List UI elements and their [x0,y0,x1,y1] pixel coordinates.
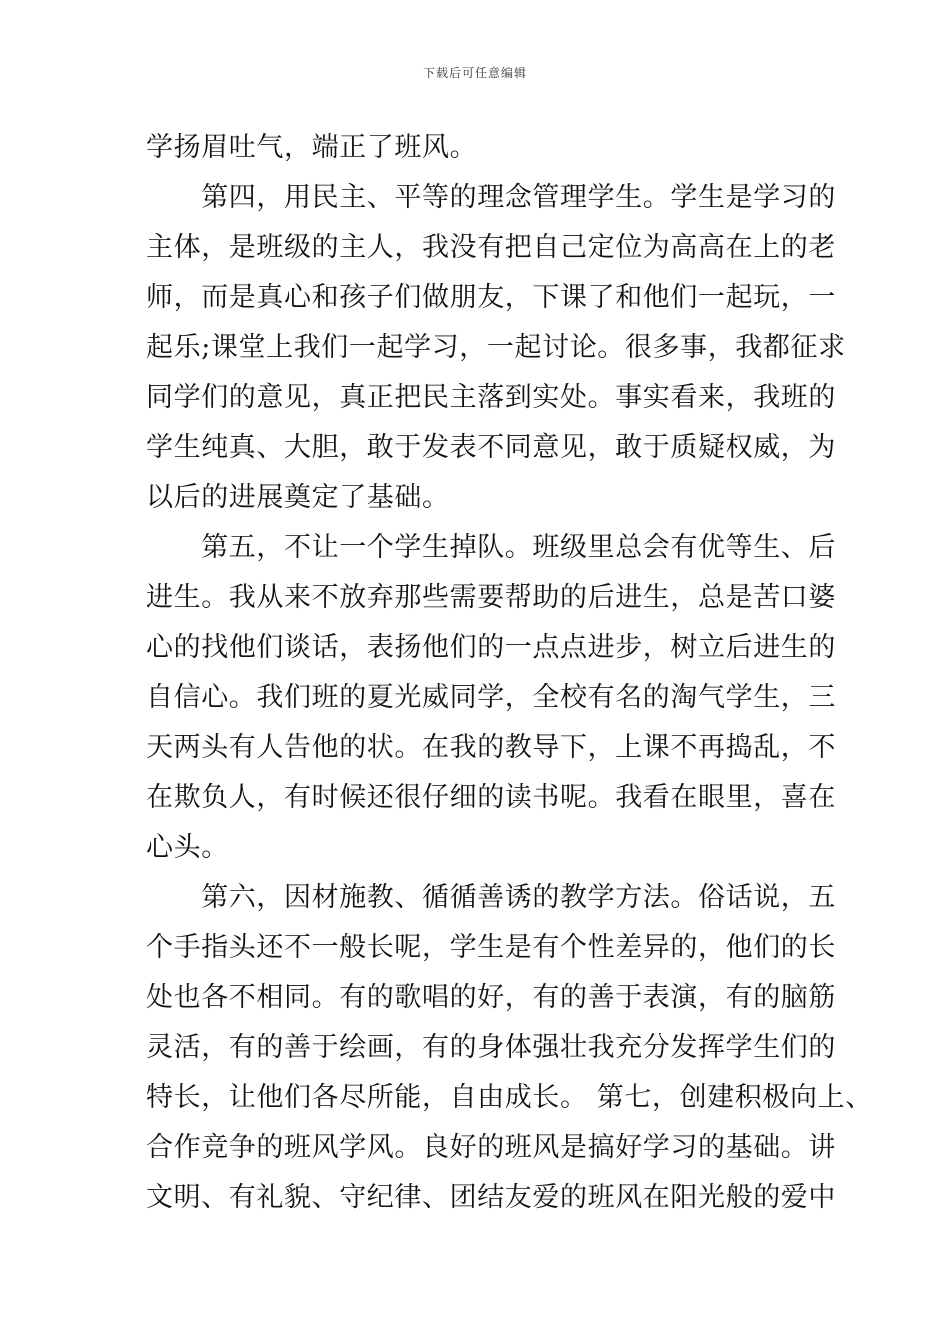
text-line: 处也各不相同。有的歌唱的好，有的善于表演，有的脑筋 [146,982,836,1013]
text-line: 同学们的意见，真正把民主落到实处。事实看来，我班的 [146,382,836,413]
text-line: 特长，让他们各尽所能，自由成长。 第七，创建积极向上、 [146,1082,873,1113]
text-line: 第六，因材施教、循循善诱的教学方法。俗话说，五 [146,882,836,913]
text-line: 在欺负人，有时候还很仔细的读书呢。我看在眼里，喜在 [146,782,836,813]
text-line: 个手指头还不一般长呢，学生是有个性差异的，他们的长 [146,932,836,963]
text-line: 自信心。我们班的夏光威同学，全校有名的淘气学生，三 [146,682,836,713]
text-line: 第四，用民主、平等的理念管理学生。学生是学习的 [146,182,836,213]
text-line: 主体，是班级的主人，我没有把自己定位为高高在上的老 [146,232,836,263]
text-line: 灵活，有的善于绘画，有的身体强壮我充分发挥学生们的 [146,1032,836,1063]
text-line: 合作竞争的班风学风。良好的班风是搞好学习的基础。讲 [146,1132,836,1163]
text-line: 第五，不让一个学生掉队。班级里总会有优等生、后 [146,532,836,563]
text-line: 进生。我从来不放弃那些需要帮助的后进生，总是苦口婆 [146,582,836,613]
text-line: 以后的进展奠定了基础。 [146,482,450,513]
text-line: 天两头有人告他的状。在我的教导下，上课不再捣乱，不 [146,732,836,763]
text-line: 起乐;课堂上我们一起学习，一起讨论。很多事，我都征求 [146,332,846,363]
text-line: 文明、有礼貌、守纪律、团结友爱的班风在阳光般的爱中 [146,1182,836,1213]
page-header: 下载后可任意编辑 [422,66,527,80]
text-line: 学扬眉吐气，端正了班风。 [146,132,478,163]
text-line: 学生纯真、大胆，敢于发表不同意见，敢于质疑权威，为 [146,432,836,463]
text-line: 心头。 [146,832,229,863]
text-line: 心的找他们谈话，表扬他们的一点点进步，树立后进生的 [146,632,836,663]
text-line: 师，而是真心和孩子们做朋友，下课了和他们一起玩，一 [146,282,836,313]
